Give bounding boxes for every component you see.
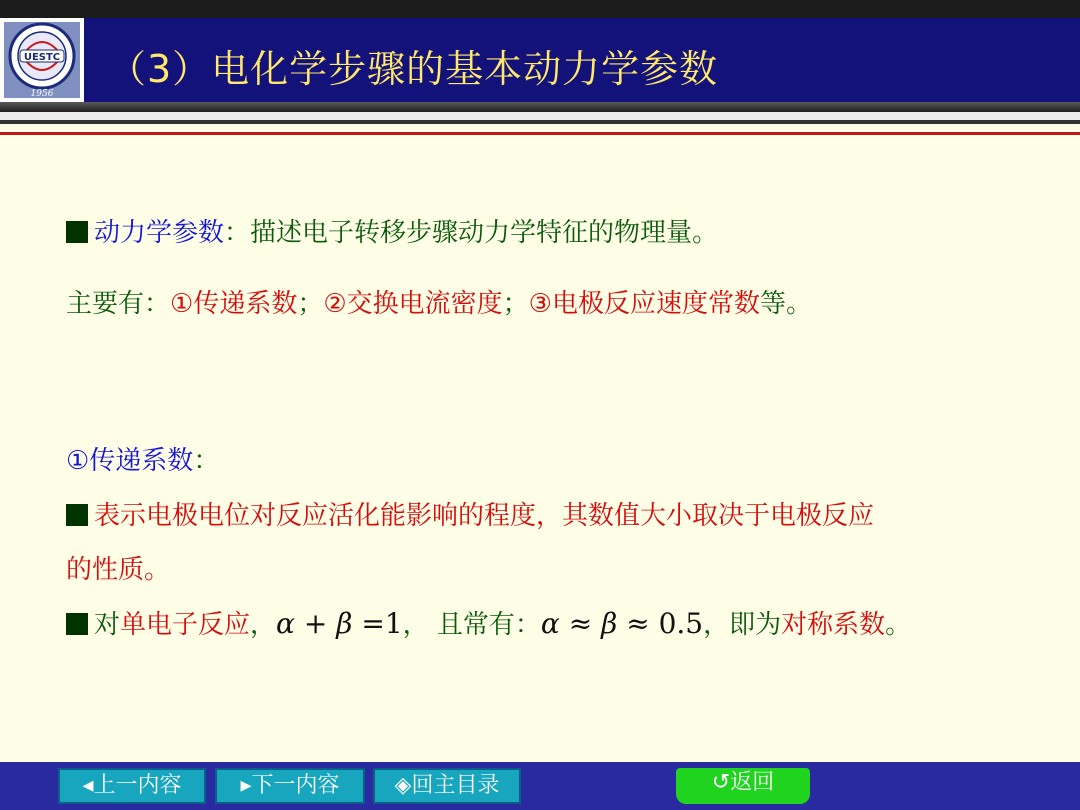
beta-symbol: β [336,607,353,640]
item-exchange-current-density: ②交换电流密度 [323,289,503,319]
value-one: 1 [384,607,403,640]
header-divider-light [0,112,1080,120]
next-content-button[interactable]: ▸下一内容 [215,768,365,804]
uestc-logo [0,18,84,102]
slide-header [0,18,1080,102]
header-divider-gap [0,124,1080,132]
logo-text: UESTC [23,52,61,63]
alpha-symbol: α [276,607,295,640]
top-strip [0,0,1080,18]
single-electron-line [66,607,911,642]
section-heading: ①传递系数 [66,446,194,476]
equation-approx [541,607,703,640]
main-items-lead: 主要有： [66,289,171,319]
prev-content-button[interactable]: ◂上一内容 [58,768,206,804]
separator: ； [297,289,324,319]
term-kinetic-parameters: 动力学参数 [94,218,225,248]
colon: ： [193,446,220,476]
bullet-square-icon [66,504,88,526]
definition-text: 描述电子转移步骤动力学特征的物理量。 [250,218,719,248]
header-divider [0,102,1080,112]
description-text-end: 的性质。 [66,555,171,585]
slide-title: （3）电化学步骤的基本动力学参数 [108,47,719,91]
text-pre: 对 [94,610,121,640]
section-heading-line [66,444,219,478]
beta-symbol: β [601,607,618,640]
text-post: ，即为 [703,610,782,640]
description-continuation [66,553,170,587]
description-line [66,499,874,533]
term-symmetry-coefficient: 对称系数 [781,610,886,640]
definition-line [66,216,718,250]
bullet-square-icon [66,613,88,635]
main-menu-button[interactable]: ◈回主目录 [373,768,521,804]
main-items-tail: 等。 [759,289,812,319]
period: 。 [885,610,912,640]
item-rate-constant: ③电极反应速度常数 [528,289,760,319]
navigation-bar [0,762,1080,810]
term-single-electron-reaction: 单电子反应 [120,610,251,640]
approx-symbol: ≈ [626,607,650,640]
header-divider-red [0,132,1080,135]
colon: ： [224,218,251,248]
item-transfer-coefficient: ①传递系数 [170,289,298,319]
logo-year: 1956 [30,89,54,99]
equation-sum [276,607,403,640]
approx-symbol: ≈ [568,607,593,640]
equals-symbol: = [361,607,385,640]
main-items-line [66,287,812,321]
comma: ， [250,610,277,640]
value-half: 0.5 [658,607,704,640]
plus-symbol: + [303,607,328,640]
separator: ； [502,289,529,319]
bullet-square-icon [66,221,88,243]
text-mid: ， 且常有： [402,610,541,640]
back-button[interactable]: ↺返回 [676,768,810,804]
alpha-symbol: α [540,607,560,640]
description-text: 表示电极电位对反应活化能影响的程度，其数值大小取决于电极反应 [94,501,875,531]
